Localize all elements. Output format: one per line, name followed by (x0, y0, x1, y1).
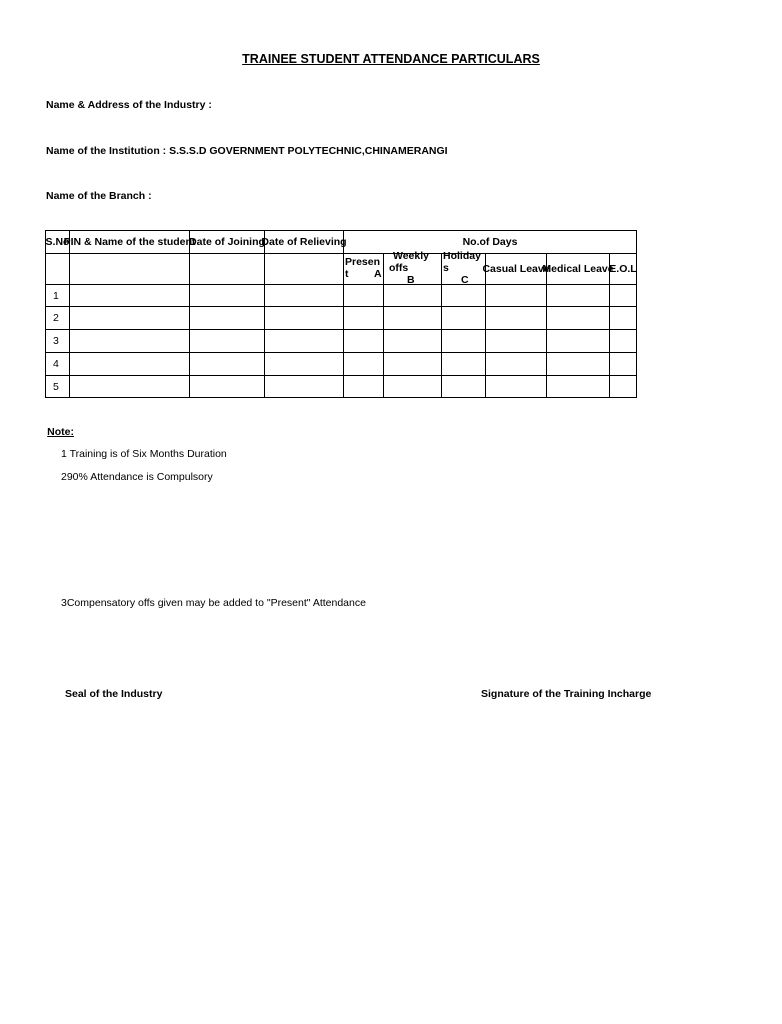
note-number: 3 (61, 597, 67, 609)
row-number: 4 (46, 353, 70, 376)
note-item (61, 597, 366, 609)
note-item (61, 471, 213, 483)
seal-label: Seal of the Industry (65, 688, 163, 700)
page-title: TRAINEE STUDENT ATTENDANCE PARTICULARS (242, 52, 540, 66)
attendance-table (45, 230, 637, 398)
note-text: Compensatory offs given may be added to "Present" Attendance (66, 597, 366, 609)
row-number: 1 (46, 285, 70, 307)
signature-label: Signature of the Training Incharge (481, 688, 652, 700)
table-row (46, 376, 637, 398)
col-sno-header: S.No (46, 231, 70, 254)
subheader-blank-name (70, 254, 190, 285)
table-row (46, 330, 637, 353)
subheader-weekly-offs: Weekly offs B (384, 254, 442, 285)
institution-label: Name of the Institution : (46, 145, 167, 157)
col-no-of-days-header: No.of Days (344, 231, 637, 254)
row-number: 2 (46, 307, 70, 330)
subheader-holidays: Holiday s C (442, 254, 486, 285)
subheader-blank-joining (190, 254, 265, 285)
institution-value: S.S.S.D GOVERNMENT POLYTECHNIC,CHINAMERANGI (169, 145, 448, 157)
institution-field (46, 145, 448, 157)
subheader-medical-leave: Medical Leave (547, 254, 610, 285)
subheader-present: Presen t A (344, 254, 384, 285)
table-row (46, 307, 637, 330)
table-row (46, 285, 637, 307)
row-number: 3 (46, 330, 70, 353)
table-row (46, 353, 637, 376)
industry-label: Name & Address of the Industry : (46, 99, 212, 111)
subheader-blank-relieving (265, 254, 344, 285)
col-date-relieving-header: Date of Relieving (265, 231, 344, 254)
subheader-casual-leave: Casual Leave (486, 254, 547, 285)
row-number: 5 (46, 376, 70, 398)
note-text: 90% Attendance is Compulsory (66, 471, 213, 483)
subheader-row (46, 254, 637, 285)
header-row (46, 231, 637, 254)
branch-label: Name of the Branch : (46, 190, 152, 202)
note-number: 2 (61, 471, 67, 483)
note-number: 1 (61, 448, 67, 460)
col-date-joining-header: Date of Joining (190, 231, 265, 254)
subheader-blank-sno (46, 254, 70, 285)
note-heading: Note: (47, 426, 74, 438)
subheader-eol: E.O.L (610, 254, 637, 285)
note-text: Training is of Six Months Duration (69, 448, 227, 460)
note-item (61, 448, 227, 460)
col-pin-name-header: PIN & Name of the student (70, 231, 190, 254)
